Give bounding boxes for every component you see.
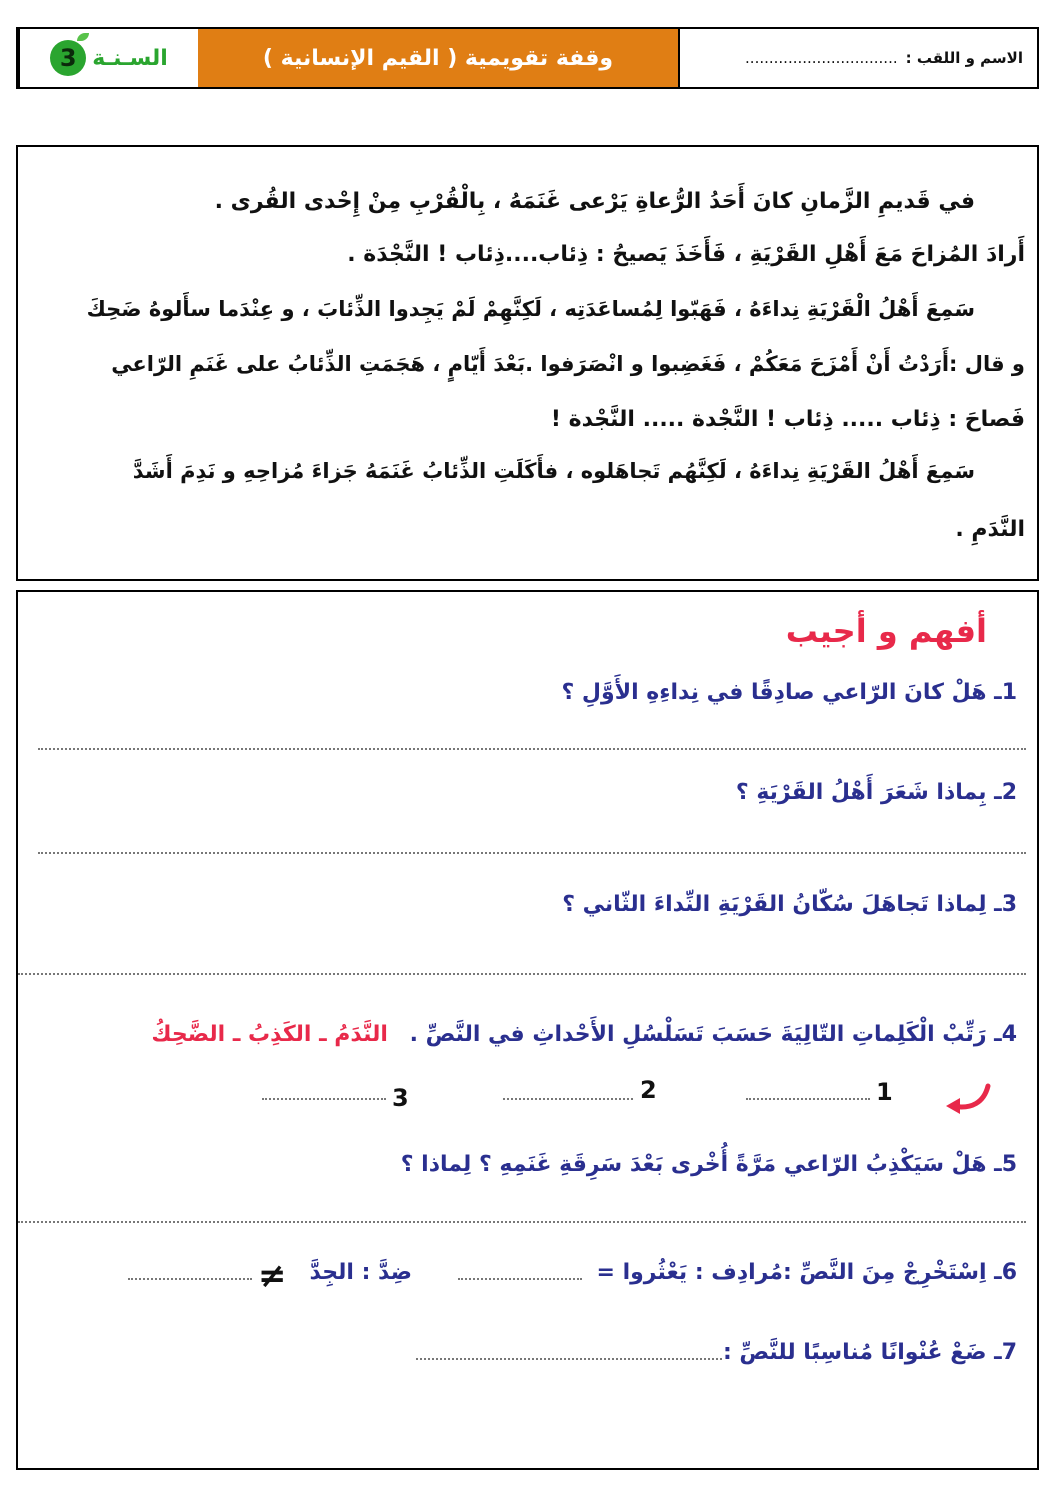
question-7: 7ـ ضَعْ عُنْوانًا مُناسِبًا للنَّصِّ :	[722, 1340, 1017, 1365]
name-dots: ................................	[745, 49, 898, 67]
story-box	[16, 145, 1039, 581]
story-line-1: في قَديمِ الزَّمانِ كانَ أَحَدُ الرُّعاةِ يَرْعى غَنَمَهُ ، بِالْقُرْبِ مِنْ إِحْدى القُرى .	[214, 189, 975, 214]
story-line-2: أَرادَ المُزاحَ مَعَ أَهْلِ القَرْيَةِ ، فَأَخَذَ يَصيحُ : ذِئاب....ذِئاب ! النَّجْدَة .	[347, 242, 1025, 267]
questions-box	[16, 590, 1039, 1470]
question-1: 1ـ هَلْ كانَ الرّاعي صادِقًا في نِداءِهِ الأَوَّلِ ؟	[561, 680, 1017, 705]
opposite-blank[interactable]	[128, 1278, 252, 1280]
question-6-opposite: ضِدَّ : الجِدَّ	[309, 1260, 412, 1285]
question-5: 5ـ هَلْ سَيَكْذِبُ الرّاعي مَرَّةً أُخْرى بَعْدَ سَرِقَةِ غَنَمِهِ ؟ لِماذا ؟	[400, 1152, 1017, 1177]
year-badge-icon	[50, 40, 86, 76]
story-line-6: سَمِعَ أَهْلُ القَرْيَةِ نِداءَهُ ، لَكِنَّهُم تَجاهَلوه ، فأَكَلَتِ الذِّئابُ غَنَمَهُ جَزاءَ مُزاحِهِ و نَدِمَ أَشَدَّ	[132, 459, 975, 483]
order-number-2: 2	[640, 1076, 657, 1104]
question-4	[151, 1022, 1017, 1047]
worksheet-title: وقفة تقويمية ( القيم الإنسانية )	[198, 29, 680, 87]
order-blank-3[interactable]	[262, 1098, 386, 1100]
question-3: 3ـ لِماذا تَجاهَلَ سُكّانُ القَرْيَةِ النِّداءَ الثّاني ؟	[562, 892, 1017, 917]
story-line-3: سَمِعَ أَهْلُ الْقَرْيَةِ نِداءَهُ ، فَهَبّوا لِمُساعَدَتِه ، لَكِنَّهِمْ لَمْ يَجِدوا الذِّئابَ ، و عِنْدَما سأَلوهُ ضَحِكَ	[86, 297, 975, 321]
answer-line-5[interactable]	[18, 1221, 1026, 1223]
question-4-words: النَّدَمُ ـ الكَذِبُ ـ الضَّحِكُ	[151, 1022, 388, 1047]
story-line-7: النَّدَمِ .	[955, 517, 1025, 542]
synonym-blank[interactable]	[458, 1278, 582, 1280]
header-bar	[16, 27, 1039, 89]
year-label: السـنـة	[92, 45, 168, 71]
question-4-text: 4ـ رَتِّبْ الْكَلِماتِ التّالِيَةَ حَسَبَ تَسَلْسُلِ الأَحْداثِ في النَّصِّ .	[409, 1022, 1017, 1047]
answer-line-3[interactable]	[18, 973, 1026, 975]
story-line-4: و قال :أَرَدْتُ أَنْ أَمْزَحَ مَعَكُمْ ، فَغَضِبوا و انْصَرَفوا .بَعْدَ أَيّامٍ ، هَجَمَتِ الذِّئابُ على غَنَمِ الرّاعي	[111, 352, 1025, 376]
name-label: الاسم و اللقب :	[905, 49, 1023, 67]
order-blank-1[interactable]	[746, 1098, 870, 1100]
not-equal-icon: ≠	[258, 1256, 287, 1296]
order-number-3: 3	[392, 1084, 409, 1112]
year-number: 3	[59, 44, 77, 72]
order-blank-2[interactable]	[503, 1098, 633, 1100]
arrow-icon	[938, 1082, 994, 1118]
answer-line-1[interactable]	[38, 748, 1026, 750]
year-cell	[18, 29, 198, 87]
question-2: 2ـ بِماذا شَعَرَ أَهْلُ القَرْيَةِ ؟	[735, 780, 1017, 805]
question-6: 6ـ اِسْتَخْرِجْ مِنَ النَّصِّ :مُرادِف : يَعْثُروا =	[596, 1260, 1017, 1285]
name-field[interactable]	[680, 29, 1037, 87]
leaf-icon	[77, 33, 89, 41]
story-line-5: فَصاحَ : ذِئاب ..... ذِئاب ! النَّجْدة ..... النَّجْدة !	[550, 407, 1025, 432]
title-blank[interactable]	[416, 1358, 722, 1360]
section-title: أفهم و أجيب	[785, 612, 987, 650]
order-number-1: 1	[876, 1078, 893, 1106]
answer-line-2[interactable]	[38, 852, 1026, 854]
